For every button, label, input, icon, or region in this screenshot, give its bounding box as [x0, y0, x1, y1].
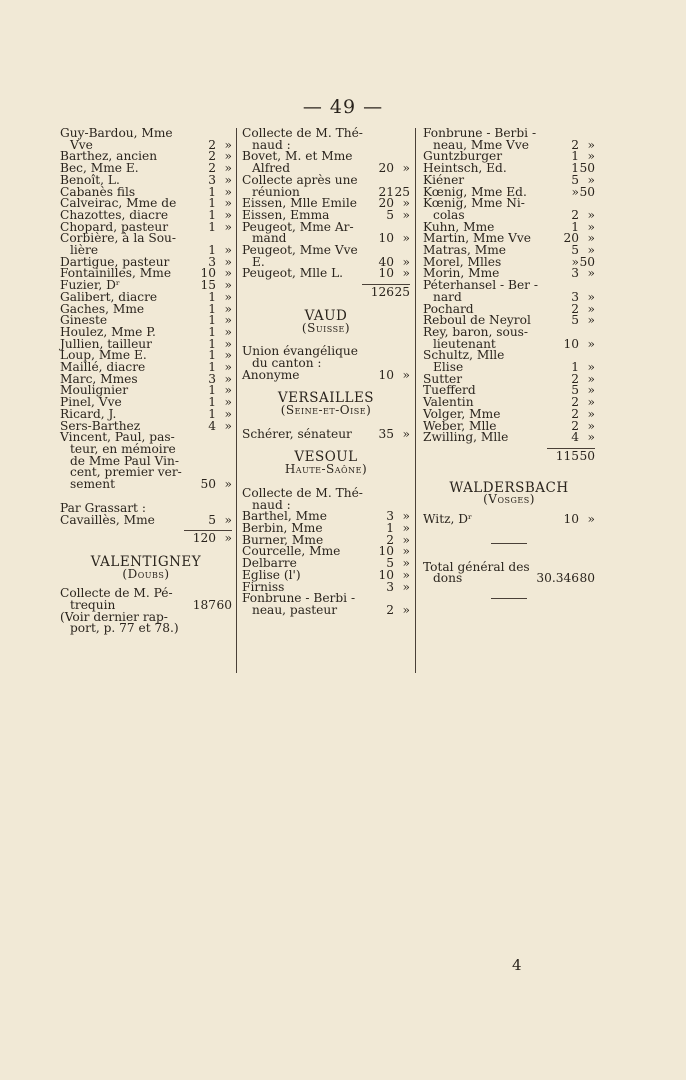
- amount-centimes: »: [224, 266, 232, 281]
- donor-name: naud :: [252, 497, 291, 512]
- amount-francs: 120: [192, 531, 216, 546]
- donation-amount: [571, 184, 595, 199]
- amount-francs: 5: [386, 556, 394, 571]
- donor-name: Ricard, J.: [60, 406, 117, 421]
- amount-francs: 10: [563, 512, 579, 527]
- amount-francs: 2: [571, 406, 579, 421]
- donation-amount: [200, 479, 232, 491]
- amount-francs: 10: [378, 544, 394, 559]
- donor-name: Barthel, Mme: [242, 509, 327, 524]
- donor-name: Moulignier: [60, 383, 129, 398]
- donor-name: Galibert, diacre: [60, 289, 158, 304]
- section-heading: VERSAILLES: [277, 390, 375, 407]
- amount-centimes: »: [587, 301, 595, 316]
- amount-francs: »: [571, 184, 579, 199]
- amount-centimes: »: [587, 336, 595, 351]
- amount-francs: 3: [571, 289, 579, 304]
- column-1: [60, 128, 232, 635]
- donor-name: sement: [70, 477, 115, 492]
- list-item: [423, 573, 595, 585]
- donor-name: Houlez, Mme P.: [60, 324, 156, 339]
- donor-name: Bec, Mme E.: [60, 161, 139, 176]
- section-subheading: (Suisse): [301, 320, 351, 335]
- donor-name: Bovet, M. et Mme: [242, 149, 353, 164]
- donation-amount: [386, 579, 410, 594]
- donor-name: Fonbrune - Berbi -: [423, 126, 537, 140]
- list-item: [423, 514, 595, 526]
- amount-centimes: »: [224, 477, 232, 492]
- donor-name: Cavaillès, Mme: [60, 512, 155, 527]
- amount-francs: 2: [571, 207, 579, 222]
- donor-name: Anonyme: [242, 367, 300, 382]
- amount-francs: 5: [571, 172, 579, 187]
- donor-name: Heintsch, Ed.: [423, 161, 507, 176]
- donor-name: Par Grassart :: [60, 500, 146, 515]
- amount-centimes: »: [402, 532, 410, 547]
- amount-francs: 40: [378, 254, 394, 269]
- donor-name: Courcelle, Mme: [242, 544, 341, 559]
- section-heading: VAUD: [304, 307, 348, 324]
- amount-francs: 1: [208, 383, 216, 398]
- column-divider: [236, 128, 237, 673]
- amount-centimes: »: [402, 207, 410, 222]
- donor-name: Collecte de M. Thé-: [242, 126, 363, 140]
- amount-centimes: »: [587, 172, 595, 187]
- donor-name: Fuzier, Dʳ: [60, 278, 121, 293]
- spacer: [423, 585, 595, 593]
- donation-amount: [555, 448, 595, 463]
- amount-francs: 1: [208, 406, 216, 421]
- amount-francs: 1: [208, 184, 216, 199]
- spacer: [423, 463, 595, 475]
- amount-centimes: 50: [579, 254, 595, 269]
- donor-name: Tuefferd: [423, 383, 476, 398]
- amount-centimes: »: [224, 383, 232, 398]
- amount-centimes: »: [402, 367, 410, 382]
- amount-francs: 1: [386, 520, 394, 535]
- amount-francs: 5: [571, 243, 579, 258]
- amount-centimes: 50: [579, 161, 595, 176]
- amount-francs: 3: [571, 266, 579, 281]
- amount-centimes: 60: [216, 598, 232, 613]
- amount-centimes: »: [224, 207, 232, 222]
- donor-name: Sutter: [423, 371, 463, 386]
- donor-name: du canton :: [252, 355, 322, 370]
- amount-centimes: »: [224, 324, 232, 339]
- amount-francs: 2: [208, 137, 216, 152]
- donor-name: Marc, Mmes: [60, 371, 138, 386]
- amount-centimes: »: [587, 219, 595, 234]
- donor-name: Schérer, sénateur: [242, 426, 352, 441]
- amount-francs: 5: [571, 313, 579, 328]
- donor-name: Gaches, Mme: [60, 301, 145, 316]
- donor-name: Peugeot, Mlle L.: [242, 266, 344, 281]
- donor-name: Eissen, Emma: [242, 207, 330, 222]
- amount-francs: 1: [208, 336, 216, 351]
- amount-francs: 1: [208, 219, 216, 234]
- donor-name: Dartigue, pasteur: [60, 254, 170, 269]
- donor-name: Péterhansel - Ber -: [423, 278, 538, 293]
- amount-centimes: »: [402, 196, 410, 211]
- amount-centimes: »: [402, 161, 410, 176]
- donor-name: Pinel, Vve: [60, 395, 122, 410]
- donation-amount: [208, 512, 232, 527]
- amount-centimes: »: [224, 254, 232, 269]
- list-item: [60, 533, 232, 545]
- amount-centimes: »: [402, 544, 410, 559]
- donor-name: (Voir dernier rap-: [60, 609, 168, 624]
- donation-amount: [571, 315, 595, 327]
- list-item: [242, 602, 410, 617]
- donor-name: Calveirac, Mme de: [60, 196, 177, 211]
- amount-centimes: 50: [579, 184, 595, 199]
- donation-amount: [378, 367, 410, 382]
- amount-francs: 2: [571, 137, 579, 152]
- amount-centimes: »: [402, 231, 410, 246]
- donor-name: Witz, Dʳ: [423, 512, 473, 527]
- donor-name: Benoît, L.: [60, 172, 120, 187]
- donor-name: Schultz, Mlle: [423, 348, 505, 363]
- donor-name: Corbière, à la Sou-: [60, 231, 177, 246]
- donor-name: Union évangélique: [242, 344, 358, 359]
- donor-name: Vve: [70, 137, 93, 152]
- donor-name: Eglise (l'): [242, 567, 301, 582]
- amount-francs: 10: [200, 266, 216, 281]
- amount-francs: 1: [208, 395, 216, 410]
- donation-amount: [208, 418, 232, 433]
- amount-centimes: »: [224, 243, 232, 258]
- donor-name: Collecte de M. Thé-: [242, 485, 363, 500]
- donor-name: Maillé, diacre: [60, 360, 146, 375]
- donor-name: Valentin: [423, 395, 474, 410]
- amount-centimes: »: [224, 149, 232, 164]
- donor-name: Pochard: [423, 301, 474, 316]
- donor-name: dons: [433, 571, 463, 586]
- donor-name: Delbarre: [242, 556, 297, 571]
- amount-francs: 1: [208, 207, 216, 222]
- amount-centimes: »: [587, 512, 595, 527]
- amount-centimes: »: [587, 137, 595, 152]
- amount-francs: 10: [563, 336, 579, 351]
- amount-francs: 2: [571, 371, 579, 386]
- amount-centimes: »: [402, 520, 410, 535]
- amount-centimes: »: [587, 360, 595, 375]
- donor-name: lière: [70, 243, 99, 258]
- donor-name: port, p. 77 et 78.): [70, 621, 179, 636]
- donor-name: Loup, Mme E.: [60, 348, 147, 363]
- donor-name: de Mme Paul Vin-: [70, 453, 180, 468]
- donor-name: Gineste: [60, 313, 108, 328]
- amount-francs: 50: [200, 477, 216, 492]
- amount-centimes: »: [402, 426, 410, 441]
- donor-name: Peugeot, Mme Ar-: [242, 219, 354, 234]
- amount-centimes: »: [224, 395, 232, 410]
- donor-name: Elise: [433, 360, 464, 375]
- amount-centimes: »: [587, 243, 595, 258]
- amount-francs: 115: [555, 448, 579, 463]
- list-item: [242, 268, 410, 280]
- amount-francs: 1: [571, 219, 579, 234]
- amount-francs: 1: [208, 360, 216, 375]
- donor-name: Kiéner: [423, 172, 465, 187]
- spacer: [423, 526, 595, 538]
- amount-francs: 1: [208, 243, 216, 258]
- donor-name: neau, Mme Vve: [433, 137, 529, 152]
- donor-name: Weber, Mlle: [423, 418, 497, 433]
- amount-centimes: »: [587, 289, 595, 304]
- amount-centimes: »: [587, 231, 595, 246]
- list-item: [242, 426, 410, 441]
- section-heading: WALDERSBACH: [449, 479, 569, 496]
- donor-name: nard: [433, 289, 462, 304]
- donor-name: colas: [433, 207, 465, 222]
- amount-francs: 20: [378, 196, 394, 211]
- section-subheading: (Vosges): [483, 492, 535, 507]
- amount-centimes: »: [224, 172, 232, 187]
- amount-francs: 4: [208, 418, 216, 433]
- amount-francs: 2: [386, 532, 394, 547]
- donor-name: Chopard, pasteur: [60, 219, 169, 234]
- donation-amount: [386, 602, 410, 617]
- donor-name: Morel, Mlles: [423, 254, 502, 269]
- donation-amount: [208, 219, 232, 234]
- amount-centimes: »: [224, 137, 232, 152]
- amount-centimes: »: [587, 371, 595, 386]
- amount-centimes: »: [402, 254, 410, 269]
- separator-dash: [423, 593, 595, 605]
- donor-name: Morin, Mme: [423, 266, 500, 281]
- amount-centimes: 50: [579, 448, 595, 463]
- amount-francs: 10: [378, 367, 394, 382]
- amount-centimes: »: [224, 301, 232, 316]
- amount-centimes: 25: [394, 184, 410, 199]
- amount-centimes: »: [224, 406, 232, 421]
- amount-francs: »: [571, 254, 579, 269]
- list-item: [423, 432, 595, 444]
- amount-francs: 1: [208, 313, 216, 328]
- amount-centimes: »: [587, 383, 595, 398]
- amount-centimes: »: [587, 418, 595, 433]
- amount-francs: 35: [378, 426, 394, 441]
- amount-francs: 3: [386, 579, 394, 594]
- donor-name: Eissen, Mlle Emile: [242, 196, 357, 211]
- amount-francs: 30.346: [536, 571, 579, 586]
- list-item: [60, 512, 232, 527]
- amount-centimes: »: [224, 313, 232, 328]
- donation-amount: [378, 426, 410, 441]
- amount-francs: 1: [208, 289, 216, 304]
- amount-francs: 2: [571, 395, 579, 410]
- amount-francs: 1: [571, 360, 579, 375]
- donor-name: Total général des: [423, 559, 530, 574]
- section-subheading: (Seine-et-Oise): [280, 403, 372, 418]
- list-item: [60, 623, 232, 635]
- donation-amount: [193, 533, 232, 545]
- donor-name: teur, en mémoire: [70, 441, 176, 456]
- amount-centimes: »: [224, 531, 232, 546]
- amount-francs: 5: [208, 512, 216, 527]
- amount-centimes: »: [587, 430, 595, 445]
- list-item: [60, 479, 232, 491]
- amount-francs: 126: [370, 285, 394, 300]
- amount-francs: 5: [386, 207, 394, 222]
- donation-amount: [536, 573, 595, 585]
- donor-name: cent, premier ver-: [70, 465, 182, 480]
- donor-name: E.: [252, 254, 265, 269]
- donation-amount: [563, 514, 595, 526]
- amount-francs: 3: [386, 509, 394, 524]
- donor-name: Burner, Mme: [242, 532, 324, 547]
- amount-centimes: »: [402, 579, 410, 594]
- donor-name: naud :: [252, 137, 291, 152]
- donation-amount: [571, 432, 595, 444]
- amount-centimes: »: [402, 266, 410, 281]
- amount-centimes: »: [224, 184, 232, 199]
- amount-francs: 1: [208, 348, 216, 363]
- donor-name: Kuhn, Mme: [423, 219, 495, 234]
- column-divider: [415, 128, 416, 673]
- amount-francs: 10: [378, 266, 394, 281]
- amount-centimes: »: [224, 278, 232, 293]
- donor-name: Alfred: [252, 161, 291, 176]
- amount-francs: 20: [563, 231, 579, 246]
- donor-name: réunion: [252, 184, 300, 199]
- donor-name: Chazottes, diacre: [60, 207, 169, 222]
- amount-francs: 2: [571, 301, 579, 316]
- section-subheading: (Doubs): [122, 566, 170, 581]
- donor-name: neau, pasteur: [252, 602, 338, 617]
- amount-centimes: »: [402, 602, 410, 617]
- donation-amount: [563, 336, 595, 351]
- amount-centimes: »: [224, 161, 232, 176]
- page-number: — 49 —: [302, 96, 384, 118]
- amount-centimes: »: [224, 336, 232, 351]
- amount-francs: 187: [192, 598, 216, 613]
- amount-centimes: »: [587, 149, 595, 164]
- amount-centimes: »: [224, 360, 232, 375]
- amount-francs: 1: [208, 301, 216, 316]
- donor-name: Kœnig, Mme Ed.: [423, 184, 527, 199]
- section-subheading: Haute-Saône): [284, 462, 368, 477]
- amount-centimes: »: [224, 348, 232, 363]
- donation-amount: [378, 163, 410, 175]
- donation-amount: [378, 233, 410, 245]
- amount-centimes: »: [224, 219, 232, 234]
- amount-francs: 1: [571, 161, 579, 176]
- amount-francs: 4: [571, 430, 579, 445]
- donor-name: Guntzburger: [423, 149, 503, 164]
- amount-centimes: »: [402, 509, 410, 524]
- amount-centimes: 25: [394, 285, 410, 300]
- amount-centimes: »: [587, 395, 595, 410]
- donation-amount: [386, 207, 410, 222]
- donor-name: Sers-Barthez: [60, 418, 141, 433]
- donor-name: trequin: [70, 598, 116, 613]
- amount-centimes: »: [224, 289, 232, 304]
- amount-centimes: »: [587, 266, 595, 281]
- amount-centimes: »: [224, 418, 232, 433]
- donor-name: Volger, Mme: [423, 406, 501, 421]
- donor-name: Peugeot, Mme Vve: [242, 243, 358, 258]
- donor-name: Martin, Mme Vve: [423, 231, 531, 246]
- amount-francs: 2: [208, 161, 216, 176]
- amount-francs: 1: [208, 324, 216, 339]
- amount-francs: 3: [208, 254, 216, 269]
- amount-centimes: »: [224, 371, 232, 386]
- donor-name: Guy-Bardou, Mme: [60, 126, 173, 140]
- donor-name: Fontainilles, Mme: [60, 266, 172, 281]
- donor-name: Rey, baron, sous-: [423, 324, 529, 339]
- donation-amount: [378, 268, 410, 280]
- donor-name: Kœnig, Mme Ni-: [423, 196, 525, 211]
- amount-centimes: 80: [579, 571, 595, 586]
- donor-name: lieutenant: [433, 336, 496, 351]
- donor-name: Vincent, Paul, pas-: [60, 430, 175, 445]
- amount-centimes: »: [587, 313, 595, 328]
- amount-francs: 15: [200, 278, 216, 293]
- donor-name: Reboul de Neyrol: [423, 313, 531, 328]
- signature-mark: 4: [512, 956, 522, 974]
- list-item: [423, 448, 595, 463]
- amount-centimes: »: [587, 406, 595, 421]
- column-3: [423, 128, 595, 605]
- amount-francs: 5: [571, 383, 579, 398]
- amount-francs: 10: [378, 231, 394, 246]
- amount-francs: 1: [571, 149, 579, 164]
- donor-name: Zwilling, Mlle: [423, 430, 509, 445]
- amount-francs: 2: [208, 149, 216, 164]
- donor-name: Collecte après une: [242, 172, 358, 187]
- donor-name: Fonbrune - Berbi -: [242, 591, 356, 606]
- list-item: [242, 367, 410, 382]
- amount-francs: 10: [378, 567, 394, 582]
- donor-name: mand: [252, 231, 287, 246]
- donor-name: Cabanès fils: [60, 184, 136, 199]
- donor-name: Firniss: [242, 579, 285, 594]
- donor-name: Matras, Mme: [423, 243, 506, 258]
- amount-francs: 1: [208, 196, 216, 211]
- donation-amount: [371, 287, 410, 299]
- amount-francs: 20: [378, 161, 394, 176]
- amount-centimes: »: [224, 512, 232, 527]
- amount-centimes: »: [587, 207, 595, 222]
- amount-francs: 3: [208, 371, 216, 386]
- amount-francs: 21: [378, 184, 394, 199]
- section-heading: VESOUL: [294, 449, 358, 466]
- amount-centimes: »: [224, 196, 232, 211]
- donor-name: Jullien, tailleur: [60, 336, 152, 351]
- donor-name: Barthez, ancien: [60, 149, 158, 164]
- separator-dash: [423, 538, 595, 550]
- amount-centimes: »: [402, 567, 410, 582]
- section-heading: VALENTIGNEY: [90, 553, 202, 570]
- amount-centimes: »: [402, 556, 410, 571]
- amount-francs: 2: [386, 602, 394, 617]
- donor-name: Collecte de M. Pé-: [60, 586, 173, 601]
- donation-amount: [571, 268, 595, 280]
- donor-name: Berbin, Mme: [242, 520, 323, 535]
- column-2: [242, 128, 410, 617]
- amount-francs: 3: [208, 172, 216, 187]
- donation-amount: [193, 600, 232, 612]
- list-item: [242, 287, 410, 299]
- amount-francs: 2: [571, 418, 579, 433]
